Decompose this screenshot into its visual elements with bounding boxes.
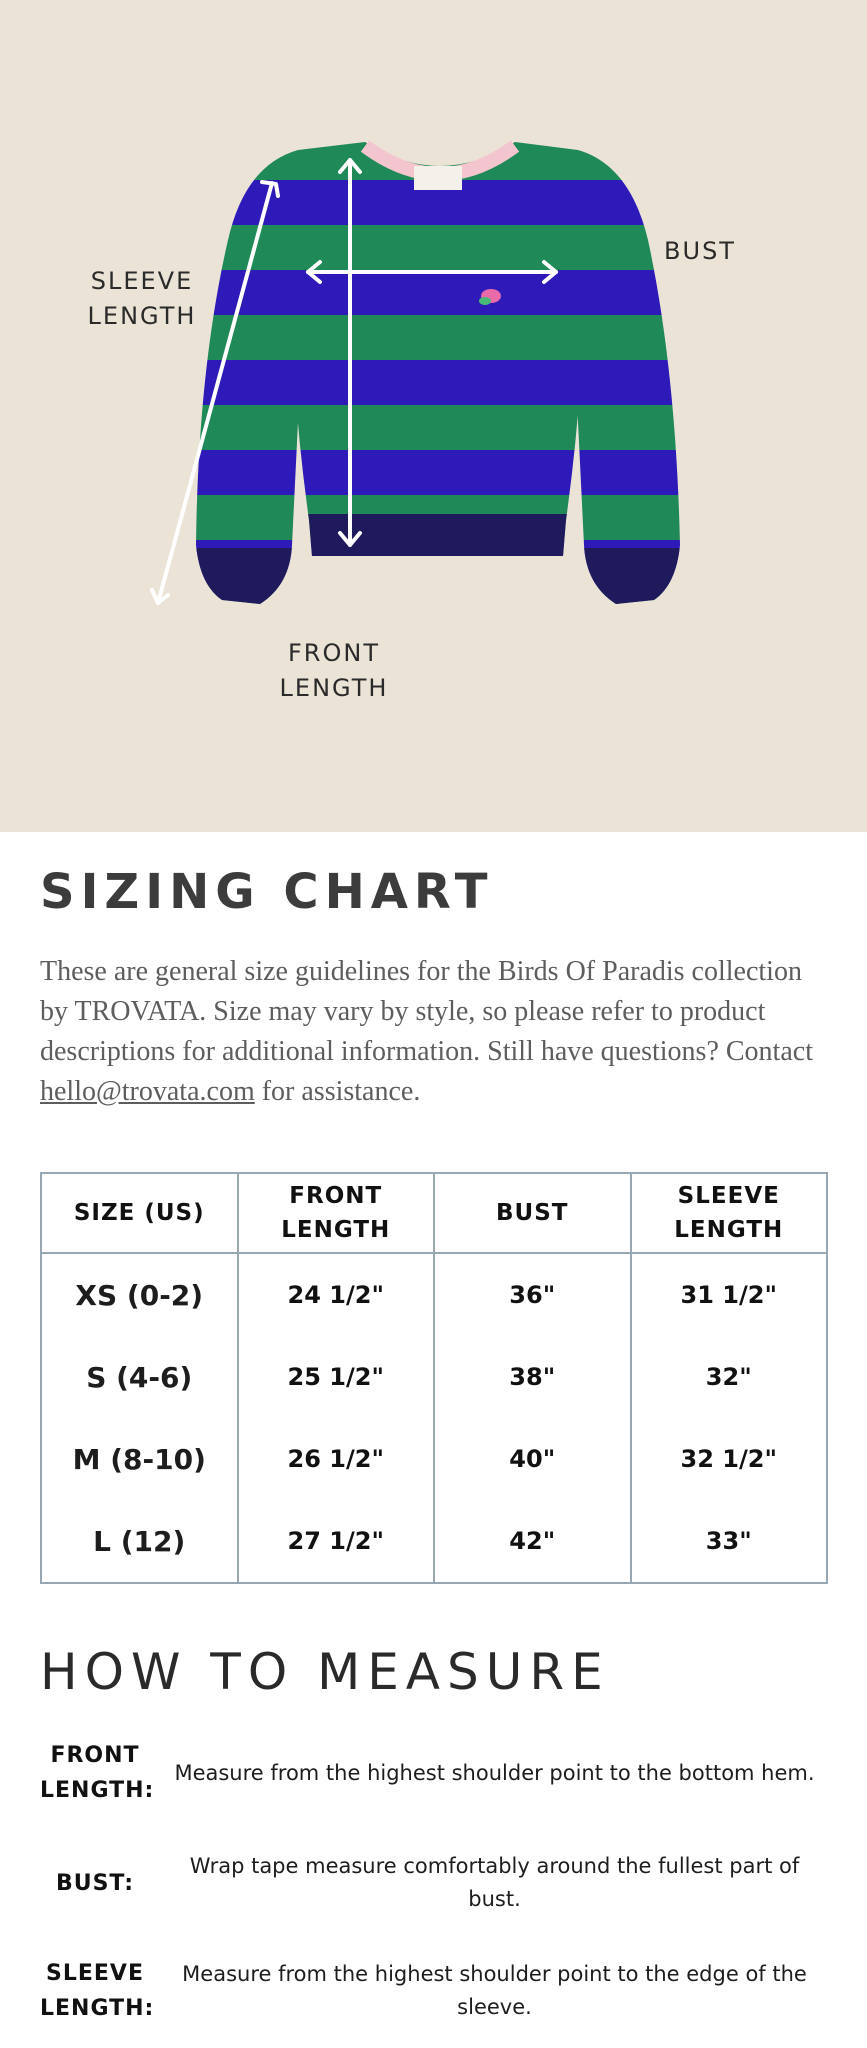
- measure-description: Measure from the highest shoulder point to the bottom hem.: [174, 1760, 815, 1785]
- email-link[interactable]: hello@trovata.com: [40, 1076, 255, 1107]
- intro-paragraph: [40, 952, 827, 1112]
- sleeve-length-cell: 32 1/2": [631, 1418, 828, 1500]
- bust-cell: 36": [434, 1253, 631, 1336]
- table-row: [41, 1500, 827, 1583]
- measure-description: Measure from the highest shoulder point to the edge of the sleeve.: [182, 1962, 807, 2019]
- intro-text: These are general size guidelines for the Birds Of Paradis collection by TROVATA. Size may vary by style, so please refer to product descriptions for additional information. Still have questions? Contact: [40, 956, 813, 1067]
- header-size: SIZE (US): [41, 1173, 238, 1253]
- measure-item-sleeve-length: [40, 1956, 827, 2026]
- sleeve-length-label: SLEEVE LENGTH: [87, 267, 197, 330]
- size-cell: M (8-10): [41, 1418, 238, 1500]
- size-cell: XS (0-2): [41, 1253, 238, 1336]
- bust-label: BUST: [664, 237, 736, 265]
- sizing-content: [0, 832, 867, 2026]
- sleeve-length-cell: 31 1/2": [631, 1253, 828, 1336]
- front-length-cell: 24 1/2": [238, 1253, 435, 1336]
- table-row: [41, 1253, 827, 1336]
- size-table: [40, 1172, 828, 1584]
- measure-term: SLEEVE LENGTH:: [40, 1961, 155, 2021]
- front-length-label: FRONT LENGTH: [279, 639, 389, 702]
- neck-label: [414, 166, 462, 190]
- measure-term: BUST:: [55, 1870, 135, 1896]
- how-to-measure-title: HOW TO MEASURE: [40, 1643, 610, 1701]
- bust-cell: 42": [434, 1500, 631, 1583]
- size-cell: L (12): [41, 1500, 238, 1583]
- product-diagram: [0, 0, 867, 832]
- table-row: [41, 1418, 827, 1500]
- measure-item-front-length: [40, 1738, 827, 1808]
- size-cell: S (4-6): [41, 1336, 238, 1418]
- front-length-cell: 26 1/2": [238, 1418, 435, 1500]
- bust-cell: 40": [434, 1418, 631, 1500]
- sleeve-length-cell: 33": [631, 1500, 828, 1583]
- header-sleeve-length: SLEEVE LENGTH: [631, 1173, 828, 1253]
- header-front-length: FRONT LENGTH: [238, 1173, 435, 1253]
- intro-suffix: for assistance.: [254, 1076, 421, 1107]
- sweater-body: [270, 130, 600, 574]
- measure-term: FRONT LENGTH:: [40, 1743, 155, 1803]
- bust-cell: 38": [434, 1336, 631, 1418]
- sizing-chart-title: SIZING CHART: [40, 864, 494, 920]
- table-row: [41, 1336, 827, 1418]
- front-length-cell: 27 1/2": [238, 1500, 435, 1583]
- sweater-illustration: [0, 0, 867, 832]
- right-sleeve: [565, 140, 695, 618]
- measure-item-bust: [40, 1848, 827, 1918]
- left-sleeve: [180, 140, 310, 618]
- header-bust: BUST: [434, 1173, 631, 1253]
- front-length-cell: 25 1/2": [238, 1336, 435, 1418]
- sleeve-length-cell: 32": [631, 1336, 828, 1418]
- table-header-row: [41, 1173, 827, 1253]
- measure-description: Wrap tape measure comfortably around the fullest part of bust.: [189, 1854, 800, 1911]
